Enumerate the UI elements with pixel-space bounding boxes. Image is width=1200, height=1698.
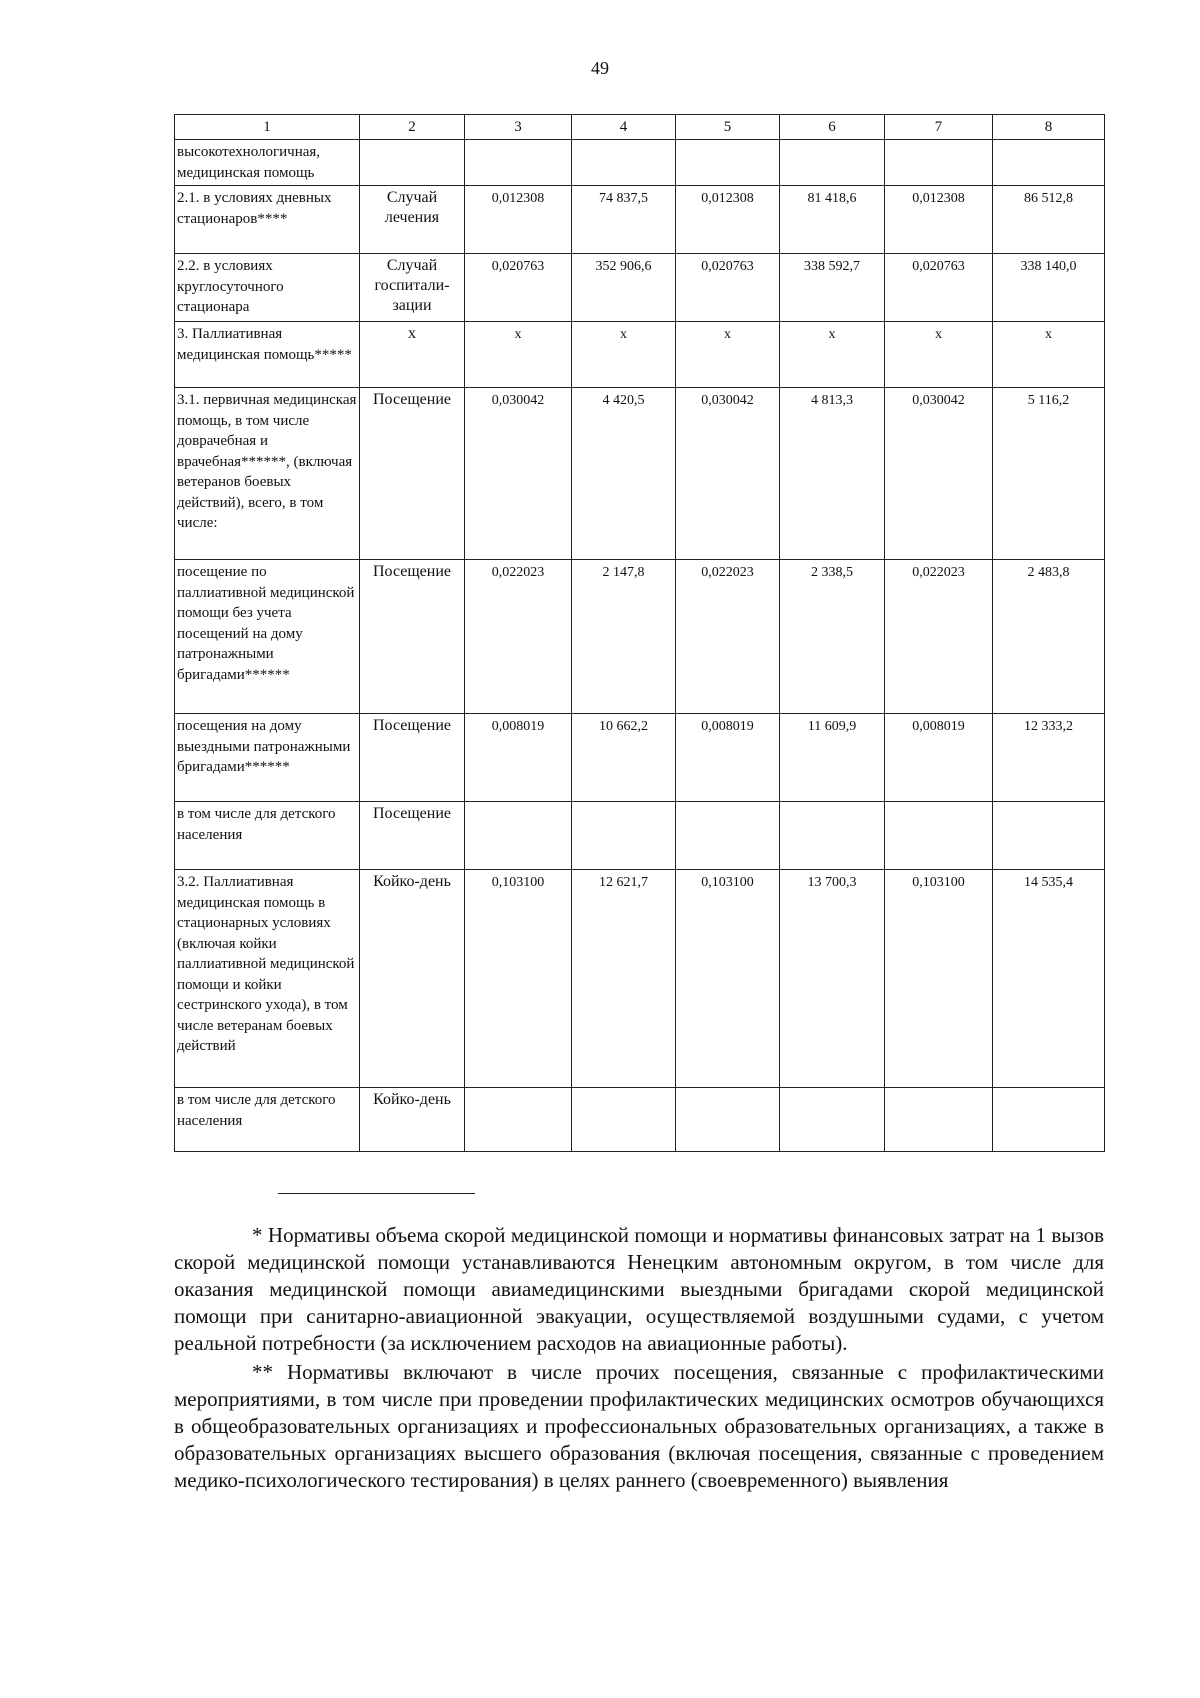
row-value [885,802,993,870]
row-unit: Случай госпитали-зации [360,254,465,322]
row-value: 10 662,2 [572,714,676,802]
table-row [175,870,1105,1088]
table-row [175,254,1105,322]
row-value: 4 420,5 [572,388,676,560]
table-row [175,322,1105,388]
row-name: 3.1. первичная медицинская помощь, в том числе доврачебная и врачебная******, (включая ветеранов боевых действий), всего, в том числе: [175,388,360,560]
header-cell: 2 [360,115,465,140]
row-value [780,802,885,870]
row-unit: Посещение [360,388,465,560]
row-unit: Случай лечения [360,186,465,254]
footnote-1: * Нормативы объема скорой медицинской помощи и нормативы финансовых затрат на 1 вызов скорой медицинской помощи устанавливаются Ненецким автономным округом, в том числе для оказания медицинской помощи авиамедицинскими выездными бригадами скорой медицинской помощи при санитарно-авиационной эвакуации, осуществляемой воздушными судами, с учетом реальной потребности (за исключением расходов на авиационные работы). [174,1223,1104,1355]
row-value: х [676,322,780,388]
row-value [465,140,572,186]
row-value: х [465,322,572,388]
row-value [572,802,676,870]
row-unit: Койко-день [360,870,465,1088]
table-row [175,560,1105,714]
row-value: 0,022023 [676,560,780,714]
table-row [175,1088,1105,1152]
row-name: высокотехнологичная, медицинская помощь [175,140,360,186]
row-unit: Посещение [360,714,465,802]
row-value: х [993,322,1105,388]
header-cell: 8 [993,115,1105,140]
row-value: х [572,322,676,388]
row-value: 352 906,6 [572,254,676,322]
row-value: 11 609,9 [780,714,885,802]
row-value [676,140,780,186]
row-name: 3. Паллиативная медицинская помощь***** [175,322,360,388]
table-row [175,714,1105,802]
row-value: 2 147,8 [572,560,676,714]
row-value: 0,022023 [465,560,572,714]
row-name: 2.2. в условиях круглосуточного стационара [175,254,360,322]
table-row [175,186,1105,254]
table-row [175,140,1105,186]
row-name: 2.1. в условиях дневных стационаров**** [175,186,360,254]
row-unit: Посещение [360,560,465,714]
header-cell: 7 [885,115,993,140]
row-value [676,1088,780,1152]
row-value [993,140,1105,186]
row-value: 0,030042 [676,388,780,560]
row-value: 0,008019 [885,714,993,802]
row-value [572,140,676,186]
row-value: х [885,322,993,388]
table-row [175,802,1105,870]
row-value [465,1088,572,1152]
footnote-2: ** Нормативы включают в числе прочих посещения, связанные с профилактическими мероприятиями, в том числе при проведении профилактических медицинских осмотров обучающихся в общеобразовательных организациях и профессиональных образовательных организациях, а также в образовательных организациях высшего образования (включая посещения, связанные с проведением медико-психологического тестирования) в целях раннего (своевременного) выявления [174,1360,1104,1492]
row-value: 0,030042 [465,388,572,560]
row-value: 0,020763 [676,254,780,322]
row-value [993,802,1105,870]
row-value: 4 813,3 [780,388,885,560]
row-value: 338 140,0 [993,254,1105,322]
footnotes [174,1222,1104,1496]
row-value: 0,012308 [465,186,572,254]
header-cell: 3 [465,115,572,140]
row-value: 0,020763 [465,254,572,322]
table-header-row [175,115,1105,140]
row-value: х [780,322,885,388]
row-value: 0,103100 [465,870,572,1088]
row-value: 0,030042 [885,388,993,560]
row-value: 14 535,4 [993,870,1105,1088]
row-value [465,802,572,870]
row-value [572,1088,676,1152]
row-name: в том числе для детского населения [175,802,360,870]
table-row [175,388,1105,560]
row-value: 2 483,8 [993,560,1105,714]
row-name: в том числе для детского населения [175,1088,360,1152]
row-value [780,1088,885,1152]
row-value [676,802,780,870]
row-value: 86 512,8 [993,186,1105,254]
row-value: 2 338,5 [780,560,885,714]
row-value [885,140,993,186]
row-name: посещение по паллиативной медицинской помощи без учета посещений на дому патронажными бригадами****** [175,560,360,714]
row-value: 81 418,6 [780,186,885,254]
row-value [780,140,885,186]
row-value: 0,012308 [885,186,993,254]
row-value: 74 837,5 [572,186,676,254]
header-cell: 5 [676,115,780,140]
row-unit: х [360,322,465,388]
row-value: 0,022023 [885,560,993,714]
footnote-divider [278,1193,475,1194]
row-unit: Койко-день [360,1088,465,1152]
row-name: 3.2. Паллиативная медицинская помощь в стационарных условиях (включая койки паллиативной медицинской помощи и койки сестринского ухода), в том числе ветеранам боевых действий [175,870,360,1088]
row-value: 0,012308 [676,186,780,254]
norms-table [174,114,1105,1152]
row-value: 0,008019 [465,714,572,802]
row-unit: Посещение [360,802,465,870]
row-value: 338 592,7 [780,254,885,322]
row-value [885,1088,993,1152]
page-number: 49 [591,58,609,78]
row-value: 13 700,3 [780,870,885,1088]
header-cell: 6 [780,115,885,140]
row-value: 0,008019 [676,714,780,802]
row-value: 0,103100 [676,870,780,1088]
row-value: 0,020763 [885,254,993,322]
row-value [993,1088,1105,1152]
row-name: посещения на дому выездными патронажными бригадами****** [175,714,360,802]
header-cell: 4 [572,115,676,140]
row-unit [360,140,465,186]
row-value: 5 116,2 [993,388,1105,560]
row-value: 12 621,7 [572,870,676,1088]
row-value: 12 333,2 [993,714,1105,802]
row-value: 0,103100 [885,870,993,1088]
header-cell: 1 [175,115,360,140]
